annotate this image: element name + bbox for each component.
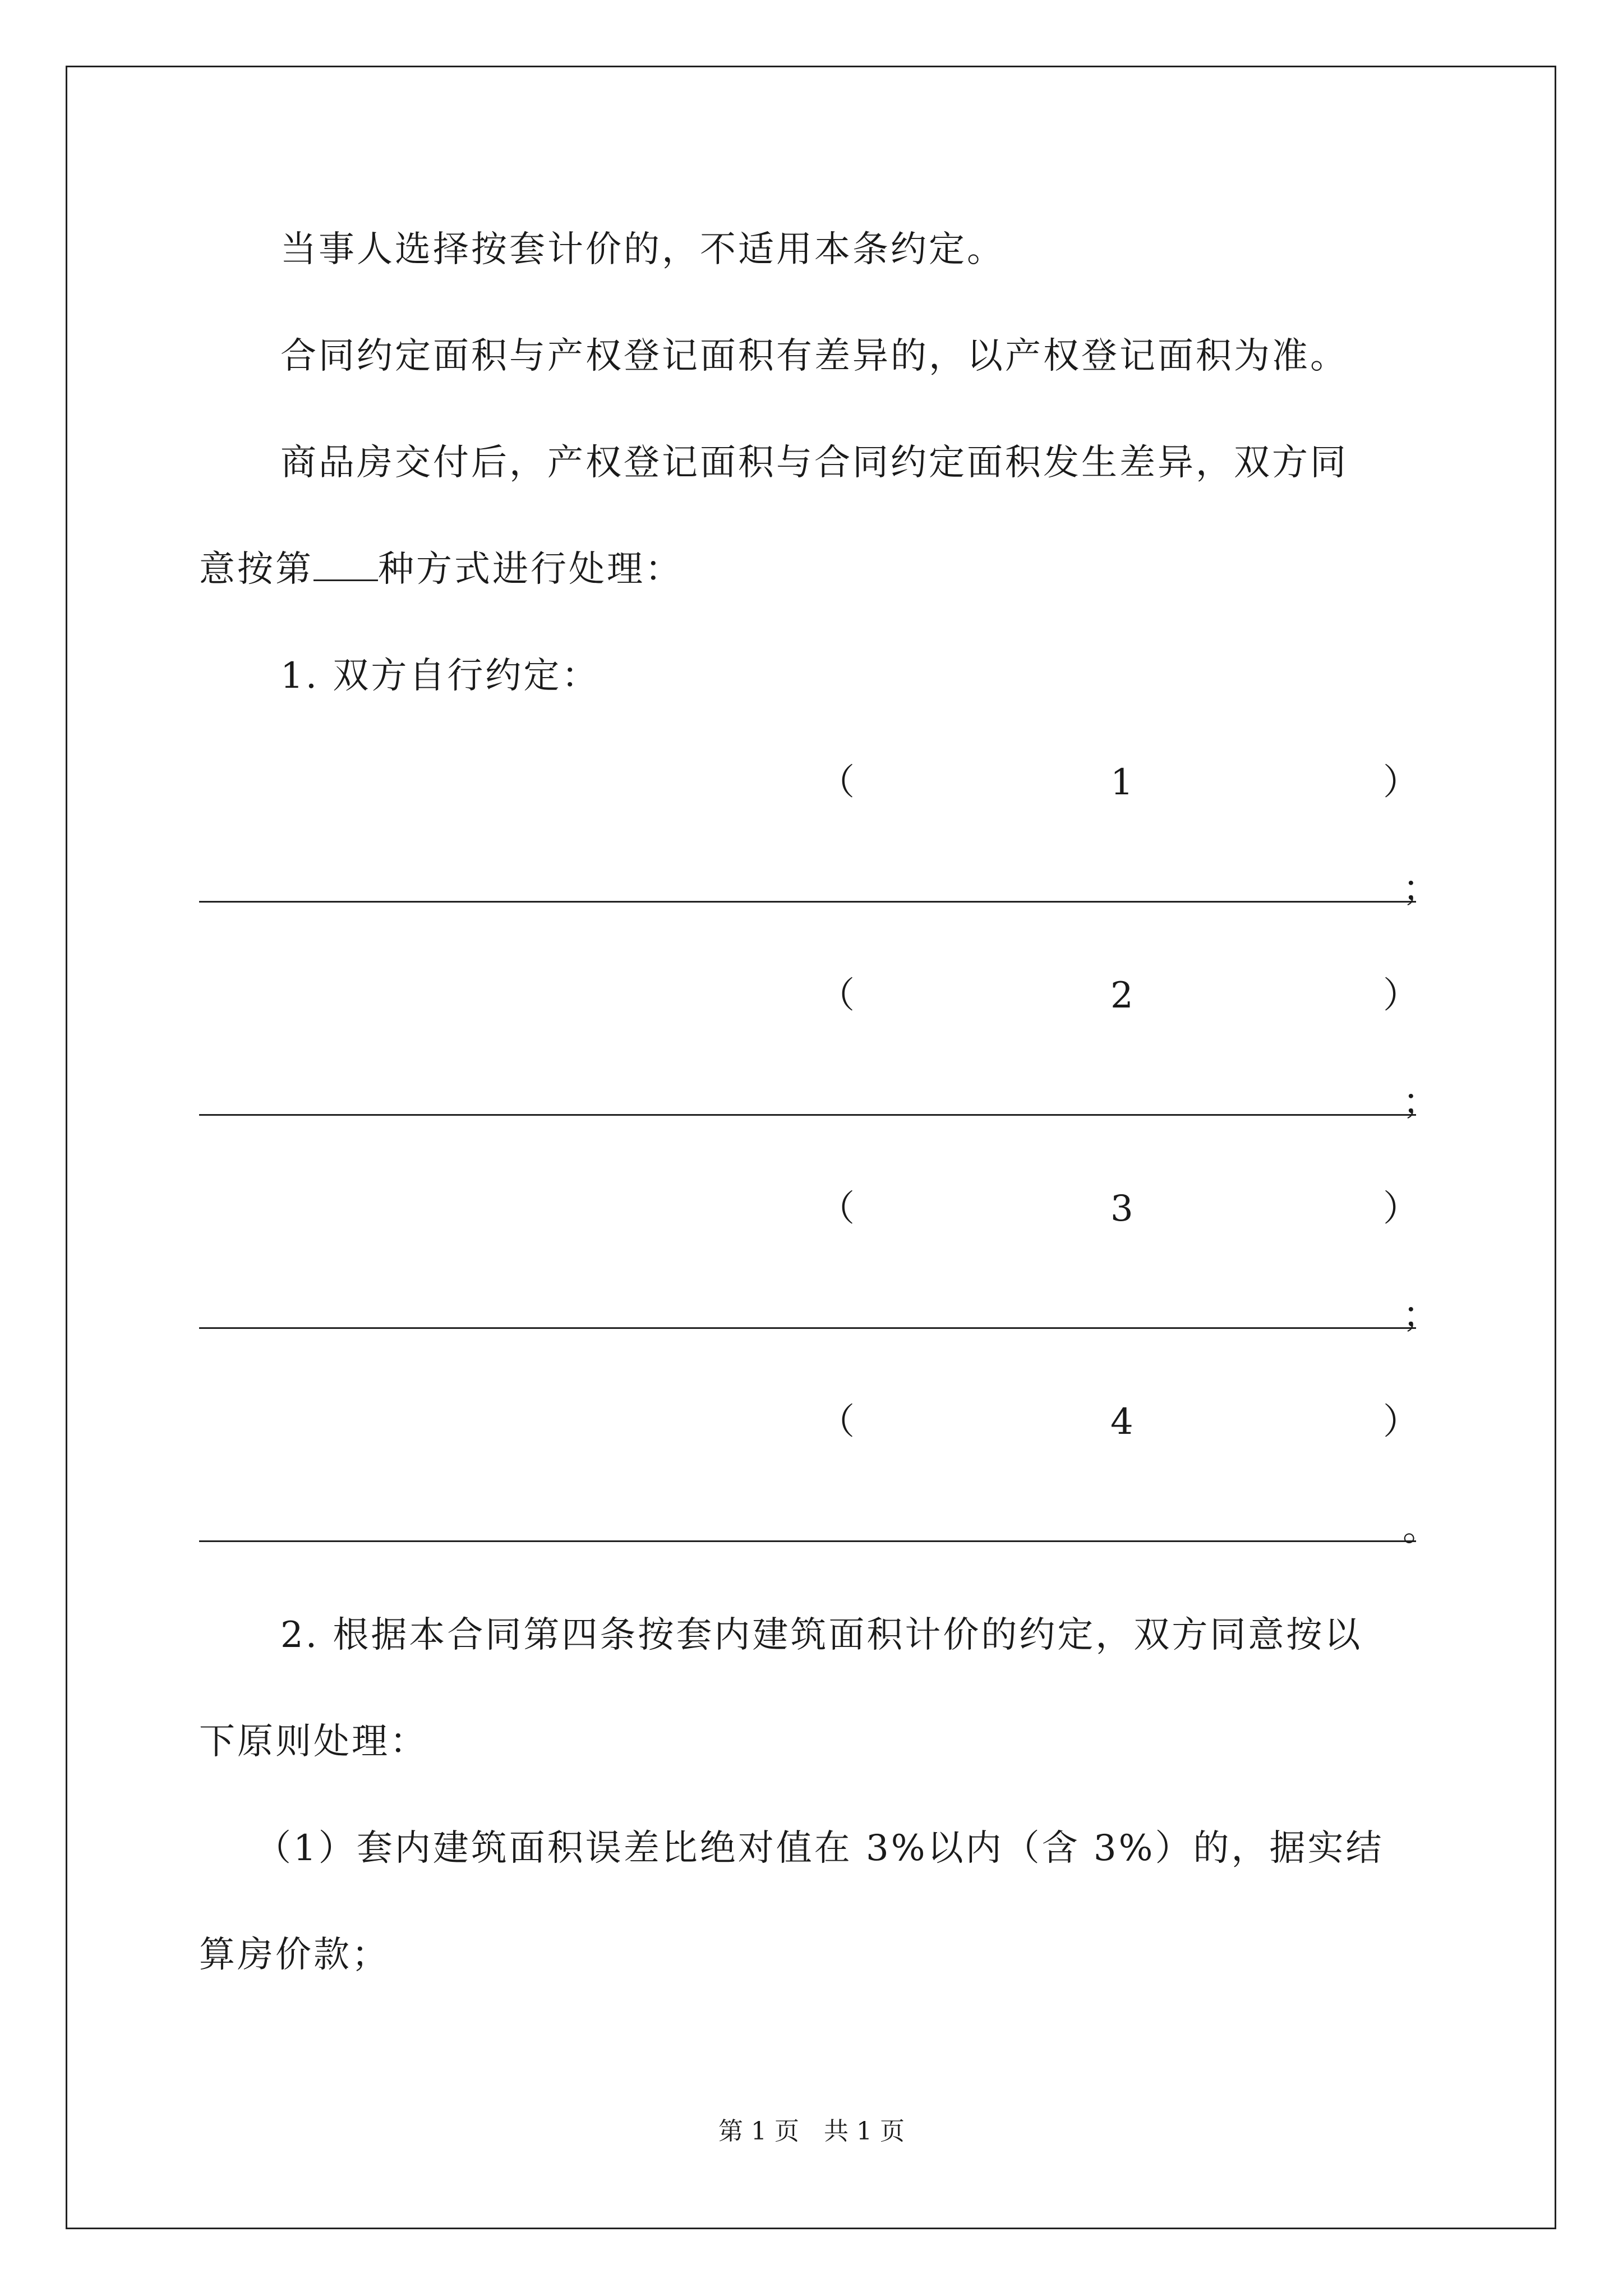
fill-item-4-line[interactable] [199, 1506, 1438, 1551]
line-end-punctuation: ； [1403, 1082, 1438, 1123]
fill-item-3-label [819, 1186, 1419, 1231]
fill-item-2-line[interactable] [199, 1080, 1438, 1125]
fill-item-1-label [819, 760, 1419, 805]
fill-item-4-label [819, 1400, 1419, 1444]
close-paren: ） [1383, 762, 1419, 803]
page-number-footer: 第 1 页 共 1 页 [718, 2117, 905, 2146]
sub-clause-1-line1: （1）套内建筑面积误差比绝对值在 3%以内（含 3%）的，据实结 [255, 1828, 1384, 1869]
method-prefix: 意按第 [199, 549, 313, 590]
line-end-punctuation: 。 [1403, 1508, 1438, 1549]
paragraph-after-delivery-line2 [199, 547, 683, 592]
clause-2-line1: 2. 根据本合同第四条按套内建筑面积计价的约定，双方同意按以 [280, 1614, 1363, 1656]
fill-item-2-label [819, 973, 1419, 1018]
sub-clause-1-line2: 算房价款； [199, 1934, 390, 1976]
method-number-blank[interactable] [313, 547, 378, 581]
paragraph-after-delivery-line1: 商品房交付后，产权登记面积与合同约定面积发生差异，双方同 [280, 442, 1348, 484]
fill-item-1-line[interactable] [199, 867, 1438, 912]
line-end-punctuation: ； [1403, 868, 1438, 910]
blank-line[interactable] [199, 1327, 1416, 1329]
item-number: 4 [1110, 1401, 1133, 1443]
item-number: 2 [1110, 975, 1133, 1016]
item-number: 3 [1110, 1188, 1133, 1230]
paragraph-area-difference: 合同约定面积与产权登记面积有差异的，以产权登记面积为准。 [280, 335, 1348, 377]
blank-line[interactable] [199, 901, 1416, 903]
open-paren: （ [819, 975, 855, 1016]
close-paren: ） [1383, 975, 1419, 1016]
fill-item-3-line[interactable] [199, 1293, 1438, 1338]
clause-2-line2: 下原则处理： [199, 1721, 428, 1763]
open-paren: （ [819, 762, 855, 803]
close-paren: ） [1383, 1401, 1419, 1443]
clause-1-heading: 1. 双方自行约定： [280, 655, 600, 697]
blank-line[interactable] [199, 1114, 1416, 1116]
page-border [66, 66, 1556, 2229]
blank-line[interactable] [199, 1540, 1416, 1542]
open-paren: （ [819, 1401, 855, 1443]
close-paren: ） [1383, 1188, 1419, 1230]
open-paren: （ [819, 1188, 855, 1230]
item-number: 1 [1110, 762, 1133, 803]
paragraph-pricing-by-unit: 当事人选择按套计价的，不适用本条约定。 [280, 229, 1005, 270]
line-end-punctuation: ； [1403, 1295, 1438, 1336]
method-suffix: 种方式进行处理： [378, 549, 683, 590]
